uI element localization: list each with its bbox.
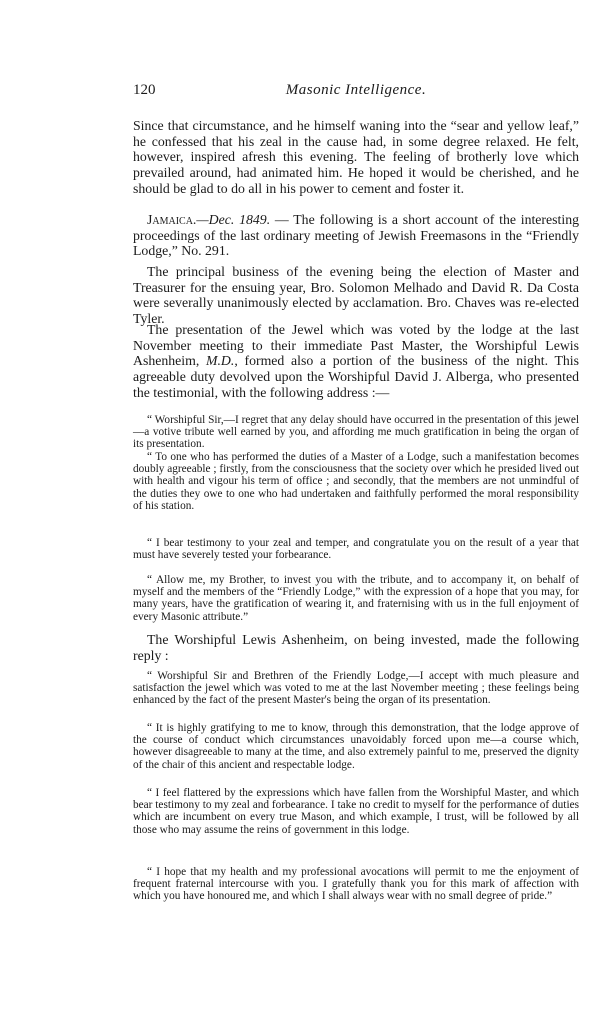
place-name: Jamaica. xyxy=(147,212,197,227)
report-date: —Dec. 1849. xyxy=(196,212,271,227)
presentation-text-end: , formed also a portion of the business of the night. This agreeable duty devolved upon the Worshipful David J. Alberga, who presented the testimonial, with the following address :— xyxy=(133,353,579,400)
address-paragraph-2: “ To one who has performed the duties of a Master of a Lodge, such a manifestation becomes doubly agreeable ; firstly, from the consciousness that the society over which he presided lived out with health and vigour his term of office ; and secondly, that the members are not unmindful of the duties they owe to one who had undertaken and faithfully performed the moral responsibility of his station. xyxy=(133,451,579,512)
address-paragraph-4: “ Allow me, my Brother, to invest you with the tribute, and to accompany it, on behalf of myself and the members of the “Friendly Lodge,” with the expression of a hope that you may, for many years, have the gratification of wearing it, and fraternising with us in the full enjoyment of every Masonic attribute.” xyxy=(133,574,579,623)
address-paragraph-3: “ I bear testimony to your zeal and temper, and congratulate you on the result of a year that must have severely tested your forbearance. xyxy=(133,537,579,562)
address-paragraph-1: “ Worshipful Sir,—I regret that any delay should have occurred in the presentation of this jewel—a votive tribute well earned by you, and affording me much gratification in being the organ of its presentation. xyxy=(133,414,579,451)
reply-paragraph-2: “ It is highly gratifying to me to know, through this demonstration, that the lodge approve of the course of conduct which circumstances unavoidably forced upon me—a course which, however disagreeable to many at the time, and also extremely painful to me, preserved the dignity of the chair of this ancient and respectable lodge. xyxy=(133,722,579,771)
page-number: 120 xyxy=(133,82,156,98)
report-intro: — The following is a short account of the interesting proceedings of the last ordinary meeting of Jewish Freemasons in the “Friendly Lodge,” No. 291. xyxy=(133,212,579,259)
running-title: Masonic Intelligence. xyxy=(285,82,427,98)
presentation-text-start: The presentation of the Jewel which was voted by the lodge at the last November meeting to their immediate Past Master, the Worshipful Lewis Ashenheim, xyxy=(133,322,579,369)
paragraph-reply-intro: The Worshipful Lewis Ashenheim, on being invested, made the following reply : xyxy=(133,632,579,663)
md-abbreviation: M.D. xyxy=(205,353,235,369)
paragraph-continuation: Since that circumstance, and he himself waning into the “sear and yellow leaf,” he confessed that his zeal in the cause had, in some degree relaxed. He felt, however, inspired afresh this evening. The feeling of brotherly love which prevailed around, had animated him. He hoped it would be cherished, and he should be glad to do all in his power to cement and foster it. xyxy=(133,118,579,196)
reply-paragraph-3: “ I feel flattered by the expressions which have fallen from the Worshipful Master, and which bear testimony to my zeal and forbearance. I take no credit to myself for the performance of duties which are incumbent on every true Mason, and which example, I trust, will be followed by all those who may assume the reins of government in this lodge. xyxy=(133,787,579,836)
reply-paragraph-1: “ Worshipful Sir and Brethren of the Friendly Lodge,—I accept with much pleasure and satisfaction the jewel which was voted to me at the last November meeting ; these feelings being enhanced by the fact of the present Master's being the organ of its presentation. xyxy=(133,670,579,707)
paragraph-jamaica-report xyxy=(133,212,579,259)
paragraph-jewel-presentation xyxy=(133,322,579,401)
paragraph-election: The principal business of the evening being the election of Master and Treasurer for the ensuing year, Bro. Solomon Melhado and David R. Da Costa were severally unanimously elected by acclamation. Bro. Chaves was re-elected Tyler. xyxy=(133,264,579,327)
reply-paragraph-4: “ I hope that my health and my professional avocations will permit to me the enjoyment of frequent fraternal intercourse with you. I gratefully thank you for this mark of affection with which you have honoured me, and which I shall always wear with no small degree of pride.” xyxy=(133,866,579,903)
page-header xyxy=(133,82,579,102)
